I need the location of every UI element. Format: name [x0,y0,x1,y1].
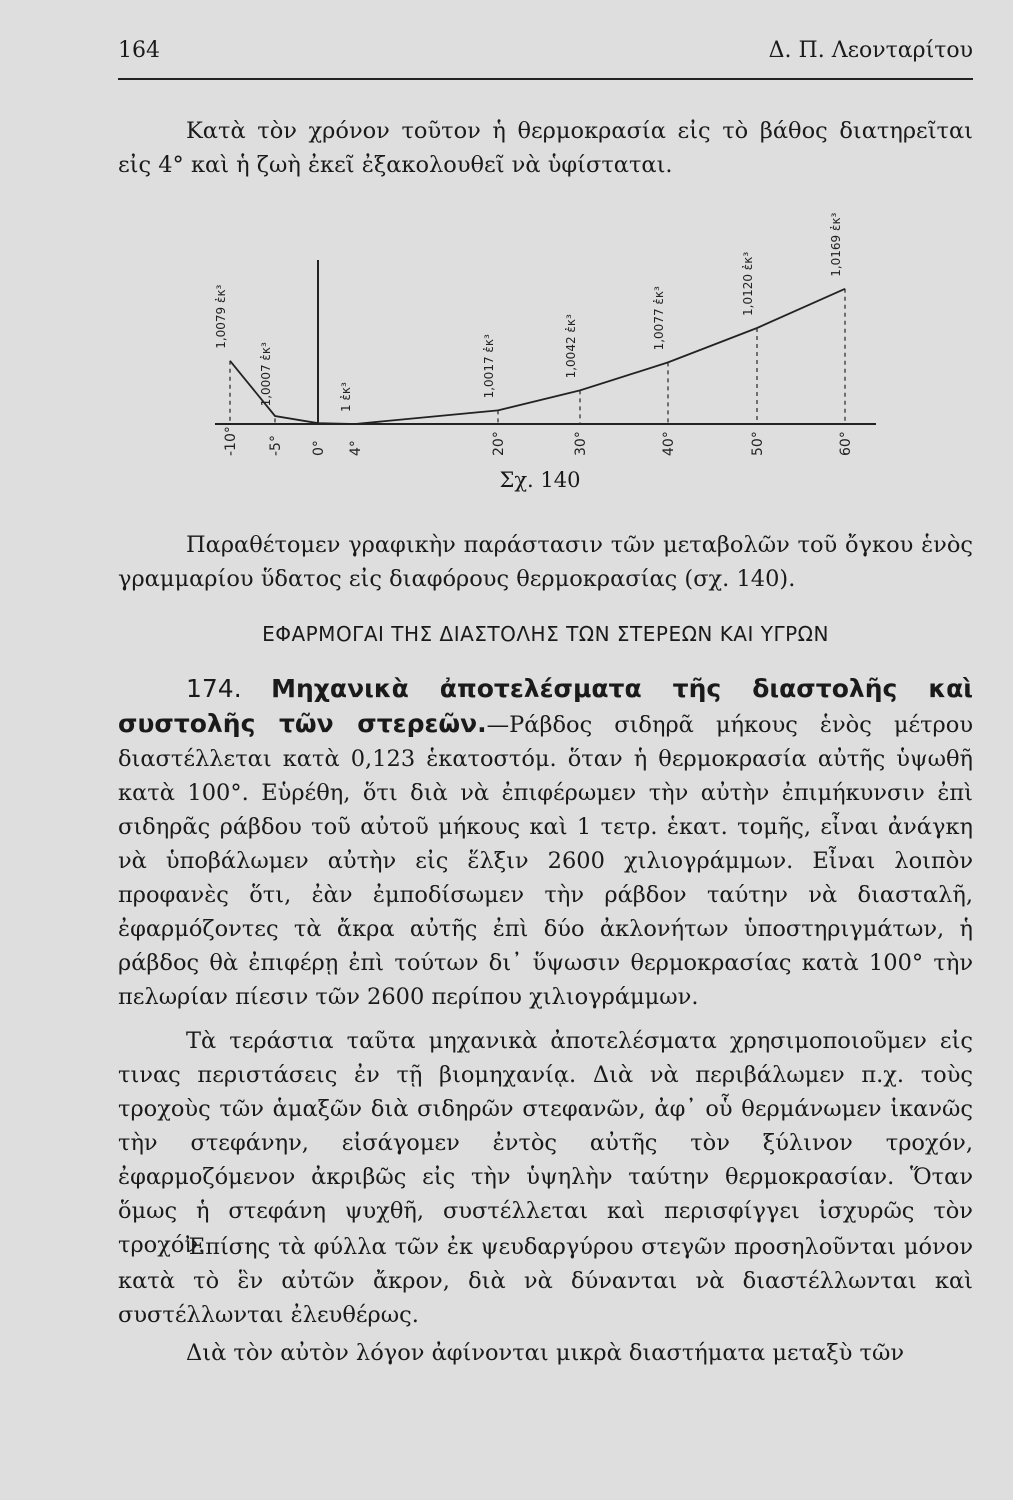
x-tick-label: -10° [223,426,239,456]
point-value-label: 1,0017 ἐκ³ [482,334,496,399]
zinc-roof-text: Ἐπίσης τὰ φύλλα τῶν ἐκ ψευδαργύρου στεγῶν προσηλοῦνται μόνον κατὰ τὸ ἓν αὐτῶν ἄκρον, διὰ νὰ δύνανται νὰ διαστέλλωνται καὶ συστέλλωνται ἐλευθέρως. [118,1234,973,1328]
x-tick-label: 40° [661,431,677,456]
section-174-body: —Ράβδος σιδηρᾶ μήκους ἑνὸς μέτρου διαστέλλεται κατὰ 0,123 ἑκατοστόμ. ὅταν ἡ θερμοκρασία αὐτῆς ὑψωθῆ κατὰ 100°. Εὑρέθη, ὅτι διὰ νὰ ἐπιφέρωμεν τὴν αὐτὴν ἐπιμήκυνσιν ἐπὶ σιδηρᾶς ράβδου τοῦ αὐτοῦ μήκους καὶ 1 τετρ. ἑκατ. τομῆς, εἶναι ἀνάγκη νὰ ὑποβάλωμεν αὐτὴν εἰς ἕλξιν 2600 χιλιογράμμων. Εἶναι λοιπὸν προφανὲς ὅτι, ἐὰν ἐμποδίσωμεν τὴν ράβδον ταύτην νὰ διασταλῆ, ἐφαρμόζοντες τὰ ἄκρα αὐτῆς ἐπὶ δύο ἀκλονήτων ὑποστηριγμάτων, ἡ ράβδος θὰ ἐπιφέρῃ ἐπὶ τούτων δι᾽ ὕψωσιν θερμοκρασίας κατὰ 100° τὴν πελωρίαν πίεσιν τῶν 2600 περίπου χιλιογράμμων. [118,712,974,1010]
point-value-label: 1 ἐκ³ [339,382,353,412]
header-rule [118,78,973,80]
page-header [118,38,973,78]
graph-intro-text: Παραθέτομεν γραφικὴν παράστασιν τῶν μεταβολῶν τοῦ ὄγκου ἑνὸς γραμμαρίου ὕδατος εἰς διαφόρους θερμοκρασίας (σχ. 140). [118,532,973,592]
point-value-label: 1,0169 ἐκ³ [829,212,843,277]
figure-caption: Σχ. 140 [499,468,581,492]
section-headline: Μηχανικὰ ἀποτελέσματα τῆς διαστολῆς καὶ συστολῆς τῶν στερεῶν. [118,674,974,738]
section-title: ΕΦΑΡΜΟΓΑΙ ΤΗΣ ΔΙΑΣΤΟΛΗΣ ΤΩΝ ΣΤΕΡΕΩΝ ΚΑΙ ΥΓΡΩΝ [262,622,829,646]
point-value-label: 1,0042 ἐκ³ [564,314,578,379]
industry-paragraph [118,1024,973,1262]
x-tick-label: 30° [573,431,589,456]
intro-paragraph [118,114,973,182]
gaps-paragraph [118,1336,973,1370]
point-value-label: 1,0007 ἐκ³ [259,342,273,407]
intro-text: Κατὰ τὸν χρόνον τοῦτον ἡ θερμοκρασία εἰς τὸ βάθος διατηρεῖται εἰς 4° καὶ ἡ ζωὴ ἐκεῖ ἐξακολουθεῖ νὰ ὑφίσταται. [118,118,973,178]
page-number: 164 [118,38,160,63]
x-tick-label: 0° [311,440,327,456]
section-174-text [118,672,973,1014]
x-tick-label: 20° [491,431,507,456]
running-head: Δ. Π. Λεονταρίτου [768,38,973,63]
section-174-paragraph [118,672,973,1014]
chart-svg [200,192,900,502]
industry-text: Τὰ τεράστια ταῦτα μηχανικὰ ἀποτελέσματα χρησιμοποιοῦμεν εἰς τινας περιστάσεις ἐν τῇ βιομηχανίᾳ. Διὰ νὰ περιβάλωμεν π.χ. τοὺς τροχοὺς τῶν ἁμαξῶν διὰ σιδηρῶν στεφανῶν, ἀφ᾽ οὗ θερμάνωμεν ἱκανῶς τὴν στεφάνην, εἰσάγομεν ἐντὸς αὐτῆς τὸν ξύλινον τροχόν, ἐφαρμοζόμενον ἀκριβῶς εἰς τὴν ὑψηλὴν ταύτην θερμοκρασίαν. Ὅταν ὅμως ἡ στεφάνη ψυχθῆ, συστέλλεται καὶ περισφίγγει ἰσχυρῶς τὸν τροχόν. [118,1028,973,1258]
zinc-roof-paragraph [118,1230,973,1332]
x-tick-label: 60° [838,431,854,456]
x-tick-label: -5° [268,435,284,456]
x-tick-label: 4° [348,440,364,456]
volume-chart [200,192,900,502]
x-tick-label: 50° [750,431,766,456]
point-value-label: 1,0077 ἐκ³ [652,286,666,351]
point-value-label: 1,0120 ἐκ³ [741,251,755,316]
gaps-text: Διὰ τὸν αὐτὸν λόγον ἀφίνονται μικρὰ διαστήματα μεταξὺ τῶν [186,1340,905,1366]
graph-intro-paragraph [118,528,973,596]
point-value-label: 1,0079 ἐκ³ [214,284,228,349]
section-number: 174. [186,674,242,703]
